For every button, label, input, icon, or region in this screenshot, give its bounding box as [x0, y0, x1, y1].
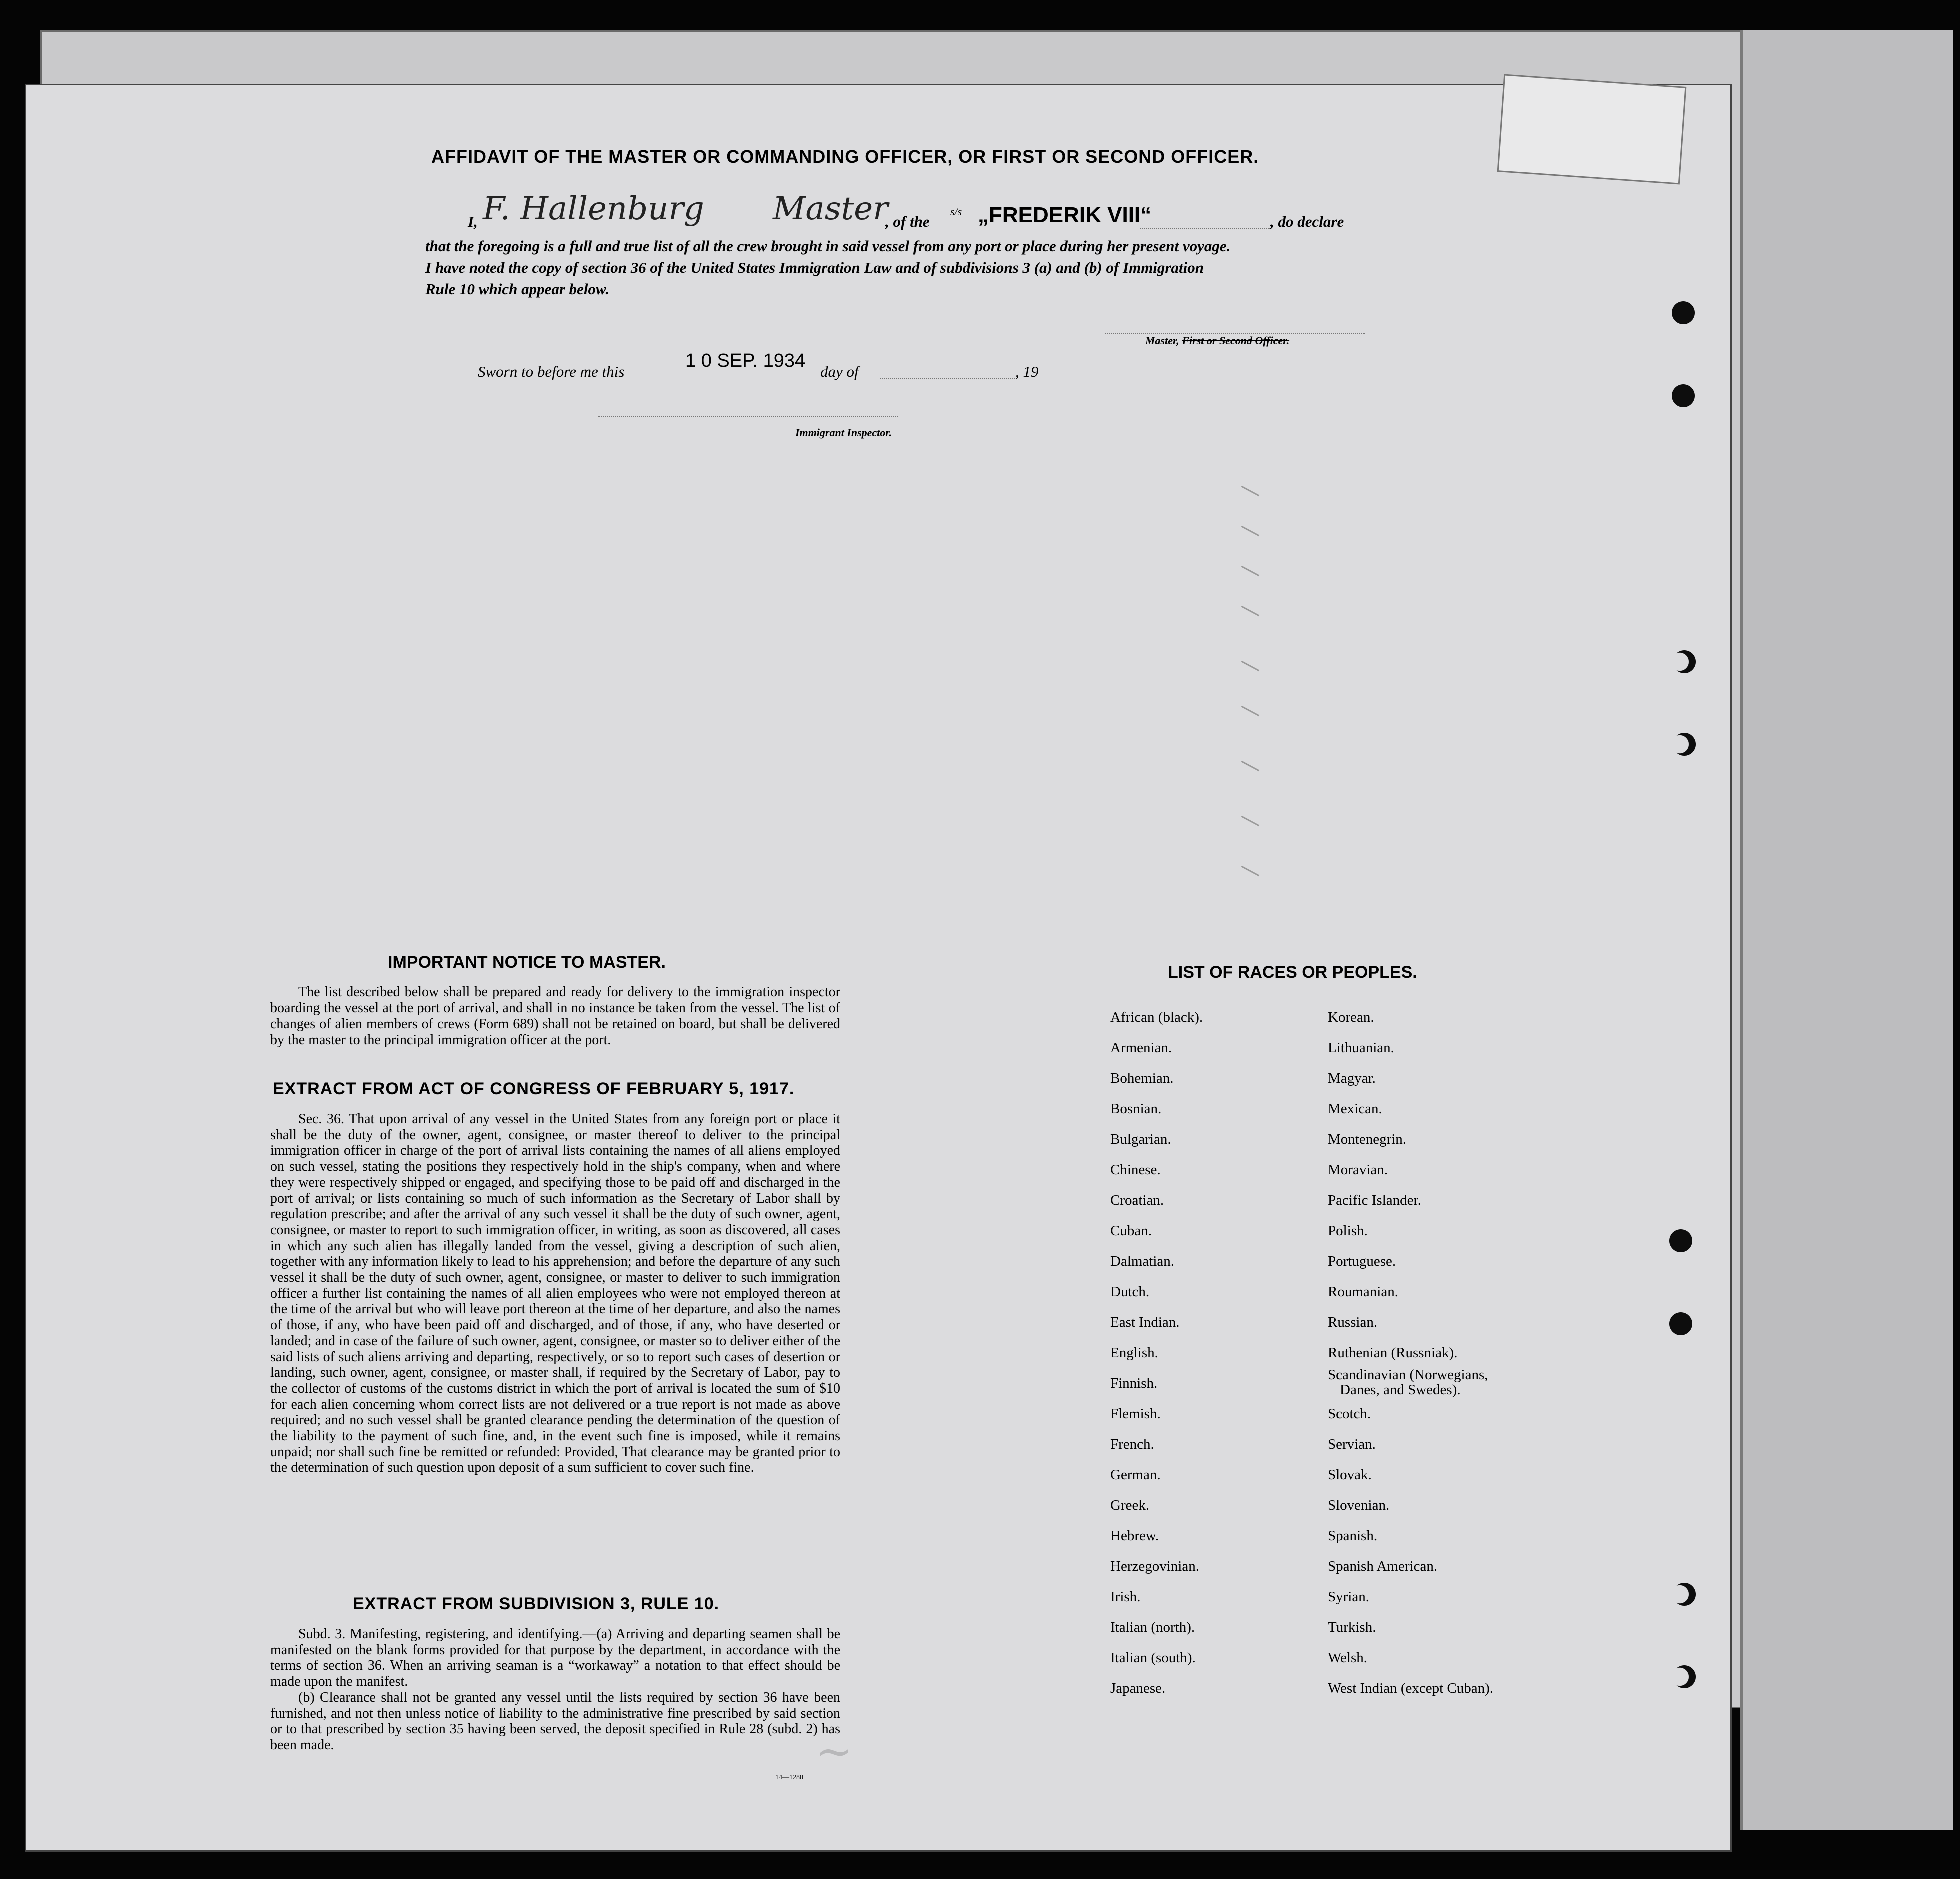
declaration-line-4: Rule 10 which appear below.: [425, 280, 610, 298]
race-label: Mexican.: [1328, 1101, 1382, 1117]
race-item-right: [1328, 1467, 1372, 1483]
races-title: LIST OF RACES OR PEOPLES.: [1168, 963, 1417, 982]
race-label: Chinese.: [1110, 1162, 1161, 1178]
race-label: Bosnian.: [1110, 1101, 1162, 1117]
race-label: Bulgarian.: [1110, 1131, 1171, 1147]
race-item-left: [1110, 1070, 1173, 1087]
form-number: 14—1280: [775, 1774, 803, 1781]
race-label: Scotch.: [1328, 1406, 1371, 1422]
race-item-left: [1110, 1467, 1161, 1483]
race-item-left: [1110, 1528, 1159, 1544]
race-item-right: [1328, 1367, 1488, 1397]
race-item-right: [1328, 1528, 1377, 1544]
master-caption-text: Master,: [1145, 334, 1179, 347]
race-item-right: [1328, 1101, 1382, 1117]
master-signature: F. Hallenburg: [483, 190, 704, 227]
extract-act-title: EXTRACT FROM ACT OF CONGRESS OF FEBRUARY 5, 1917.: [273, 1079, 795, 1098]
race-item-right: [1328, 1009, 1374, 1026]
race-item-right: [1328, 1223, 1368, 1239]
extract-rule-title: EXTRACT FROM SUBDIVISION 3, RULE 10.: [353, 1594, 720, 1613]
race-item-left: [1110, 1253, 1174, 1270]
race-label: Montenegrin.: [1328, 1131, 1407, 1147]
race-label: Lithuanian.: [1328, 1040, 1394, 1056]
race-item-left: [1110, 1406, 1161, 1422]
master-caption: [1145, 334, 1289, 347]
race-label: Slovenian.: [1328, 1497, 1390, 1513]
race-label: West Indian (except Cuban).: [1328, 1680, 1494, 1696]
race-item-left: [1110, 1009, 1203, 1026]
race-item-right: [1328, 1650, 1367, 1666]
inspector-signature-line: [598, 416, 898, 417]
race-label: Dutch.: [1110, 1284, 1150, 1300]
race-item-right: [1328, 1589, 1369, 1605]
race-item-right: [1328, 1680, 1493, 1697]
master-signature-line: [1105, 333, 1365, 334]
race-item-right: [1328, 1162, 1388, 1178]
punch-hole: [1669, 1312, 1692, 1335]
race-item-right: [1328, 1619, 1376, 1636]
year-suffix: , 19: [1015, 363, 1039, 380]
inspector-caption: Immigrant Inspector.: [795, 426, 892, 439]
race-label: Magyar.: [1328, 1070, 1376, 1086]
punch-hole: [1672, 384, 1695, 407]
race-label: Roumanian.: [1328, 1284, 1398, 1300]
race-item-left: [1110, 1619, 1195, 1636]
race-label: Irish.: [1110, 1589, 1141, 1605]
race-item-right: [1328, 1192, 1421, 1209]
notice-title: IMPORTANT NOTICE TO MASTER.: [388, 953, 666, 972]
race-label: Syrian.: [1328, 1589, 1369, 1605]
race-label: East Indian.: [1110, 1314, 1180, 1330]
race-item-right: [1328, 1284, 1398, 1300]
race-label: Italian (south).: [1110, 1650, 1196, 1666]
race-item-left: [1110, 1497, 1149, 1514]
punch-hole: [1673, 650, 1696, 673]
ship-name-stamp: „FREDERIK VIII“: [978, 203, 1152, 227]
sworn-label: Sworn to before me this: [478, 363, 625, 380]
race-label: Polish.: [1328, 1223, 1368, 1239]
race-item-right: [1328, 1558, 1437, 1575]
master-rank-handwritten: Master: [773, 190, 888, 227]
master-caption-struck: First or Second Officer.: [1182, 334, 1290, 347]
race-item-left: [1110, 1162, 1161, 1178]
race-item-right: [1328, 1314, 1377, 1331]
race-label: Hebrew.: [1110, 1528, 1159, 1544]
punch-hole: [1673, 733, 1696, 756]
race-label: Portuguese.: [1328, 1253, 1396, 1269]
rule-10-paragraph-b: (b) Clearance shall not be granted any vessel until the lists required by section 36 have been furnished, and not then unless notice of liability to the administrative fine prescribed by said section or to that prescribed by section 35 having been served, the deposit specified in Rule 28 (subd. 2) has been made.: [270, 1689, 840, 1753]
race-item-left: [1110, 1680, 1165, 1697]
race-label: Spanish American.: [1328, 1558, 1438, 1574]
race-label-continuation: Danes, and Swedes).: [1340, 1382, 1461, 1398]
ship-name-line: [1140, 228, 1270, 229]
punch-hole: [1669, 1229, 1692, 1252]
race-label: Cuban.: [1110, 1223, 1152, 1239]
sworn-date-stamp: 1 0 SEP. 1934: [685, 350, 806, 371]
race-label: Japanese.: [1110, 1680, 1166, 1696]
race-label: Croatian.: [1110, 1192, 1164, 1208]
race-label: Finnish.: [1110, 1375, 1158, 1391]
of-the-label: , of the: [885, 213, 930, 230]
race-item-left: [1110, 1314, 1180, 1331]
race-label: French.: [1110, 1436, 1154, 1452]
race-label: Servian.: [1328, 1436, 1376, 1452]
race-item-left: [1110, 1284, 1149, 1300]
faint-handwriting: ~: [815, 1725, 853, 1778]
race-label: Armenian.: [1110, 1040, 1172, 1056]
race-label: Spanish.: [1328, 1528, 1378, 1544]
race-label: Slovak.: [1328, 1467, 1372, 1483]
race-label: Korean.: [1328, 1009, 1374, 1025]
month-line: [880, 378, 1015, 379]
ship-prefix: s/s: [950, 205, 962, 218]
do-declare-label: , do declare: [1270, 213, 1344, 230]
race-item-left: [1110, 1589, 1140, 1605]
race-item-left: [1110, 1650, 1196, 1666]
race-item-right: [1328, 1131, 1406, 1148]
race-item-left: [1110, 1558, 1199, 1575]
race-label: Pacific Islander.: [1328, 1192, 1421, 1208]
i-label: I,: [468, 213, 478, 230]
race-item-right: [1328, 1406, 1371, 1422]
rule-10-text: [270, 1626, 840, 1753]
race-label: Greek.: [1110, 1497, 1150, 1513]
punch-hole: [1672, 301, 1695, 324]
race-item-right: [1328, 1253, 1396, 1270]
race-label: Turkish.: [1328, 1619, 1376, 1635]
race-label: Moravian.: [1328, 1162, 1388, 1178]
declaration-line-3: I have noted the copy of section 36 of the United States Immigration Law and of subdivisions 3 (a) and (b) of Immigration: [425, 259, 1204, 276]
day-of-label: day of: [820, 363, 859, 380]
section-36-text: [270, 1111, 840, 1476]
race-item-left: [1110, 1131, 1171, 1148]
punch-hole: [1673, 1583, 1696, 1606]
section-36-paragraph: Sec. 36. That upon arrival of any vessel in the United States from any foreign port or place it shall be the duty of the owner, agent, consignee, or master thereof to deliver to the principal immigration officer in charge of the port of arrival lists containing the names of all aliens employed on such vessel, stating the positions they respectively hold in the ship's company, when and where they were respectively shipped or engaged, and specifying those to be paid off and discharged in the port of arrival; or lists containing so much of such information as the Secretary of Labor shall by regulation prescribe; and after the arrival of any such vessel it shall be the duty of such owner, agent, consignee, or master to report to such immigration officer, in writing, as soon as discovered, all cases in which any such alien has illegally landed from the vessel, giving a description of such alien, together with any information likely to lead to his apprehension; and before the departure of any such vessel it shall be the duty of such owner, agent, consignee, or master to deliver to such immigration officer a further list containing the names of all alien employees who were not employed thereon at the time of the arrival but who will leave port thereon at the time of her departure, and also the names of those, if any, who have been paid off and discharged, and of those, if any, who have deserted or landed; and in case of the failure of such owner, agent, consignee, or master so to deliver either of the said lists of such aliens arriving and departing, respectively, or so to report such cases of desertion or landing, such owner, agent, consignee, or master shall, if required by the Secretary of Labor, pay to the collector of customs of the customs district in which the port of arrival is located the sum of $10 for each alien concerning whom correct lists are not delivered or a true report is not made as above required; and no such vessel shall be granted clearance pending the determination of the question of the liability to the payment of such fine, and, in the event such fine is imposed, while it remains unpaid; nor shall such fine be remitted or refunded: Provided, That clearance may be granted prior to the determination of such question upon deposit of a sum sufficient to cover such fine.: [270, 1111, 840, 1476]
notice-body: The list described below shall be prepared and ready for delivery to the immigration inspector boarding the vessel at the port of arrival, and shall in no instance be taken from the vessel. The list of changes of alien members of crews (Form 689) shall not be retained on board, but shall be delivered by the master to the principal immigration officer at the port.: [270, 984, 840, 1048]
affidavit-page: [26, 85, 1730, 1850]
punch-hole: [1673, 1665, 1696, 1688]
race-item-right: [1328, 1345, 1457, 1361]
race-item-left: [1110, 1436, 1154, 1453]
race-label: Bohemian.: [1110, 1070, 1174, 1086]
race-item-left: [1110, 1375, 1157, 1392]
race-label: Italian (north).: [1110, 1619, 1195, 1635]
race-label: German.: [1110, 1467, 1161, 1483]
rule-10-paragraph-a: Subd. 3. Manifesting, registering, and identifying.—(a) Arriving and departing seamen shall be manifested on the blank forms provided for that purpose by the department, in accordance with the terms of section 36. When an arriving seaman is a “workaway” a notation to that effect should be made upon the manifest.: [270, 1626, 840, 1690]
race-label: Herzegovinian.: [1110, 1558, 1199, 1574]
race-item-left: [1110, 1040, 1172, 1056]
race-item-left: [1110, 1192, 1164, 1209]
race-label: English.: [1110, 1345, 1158, 1361]
race-label: Welsh.: [1328, 1650, 1368, 1666]
race-label: Scandinavian (Norwegians,: [1328, 1367, 1488, 1383]
race-item-left: [1110, 1345, 1158, 1361]
declaration-line-2: that the foregoing is a full and true list of all the crew brought in said vessel from any port or place during her present voyage.: [425, 237, 1231, 255]
race-label: Flemish.: [1110, 1406, 1161, 1422]
adjacent-sheet: [1740, 30, 1953, 1830]
race-label: Russian.: [1328, 1314, 1378, 1330]
race-item-right: [1328, 1497, 1389, 1514]
race-item-right: [1328, 1436, 1376, 1453]
race-item-left: [1110, 1101, 1161, 1117]
race-item-left: [1110, 1223, 1152, 1239]
race-label: African (black).: [1110, 1009, 1203, 1025]
race-item-right: [1328, 1070, 1376, 1087]
affidavit-title: AFFIDAVIT OF THE MASTER OR COMMANDING OFFICER, OR FIRST OR SECOND OFFICER.: [431, 146, 1259, 167]
race-label: Ruthenian (Russniak).: [1328, 1345, 1458, 1361]
paper-tab: [1497, 74, 1687, 184]
race-item-right: [1328, 1040, 1394, 1056]
race-label: Dalmatian.: [1110, 1253, 1175, 1269]
